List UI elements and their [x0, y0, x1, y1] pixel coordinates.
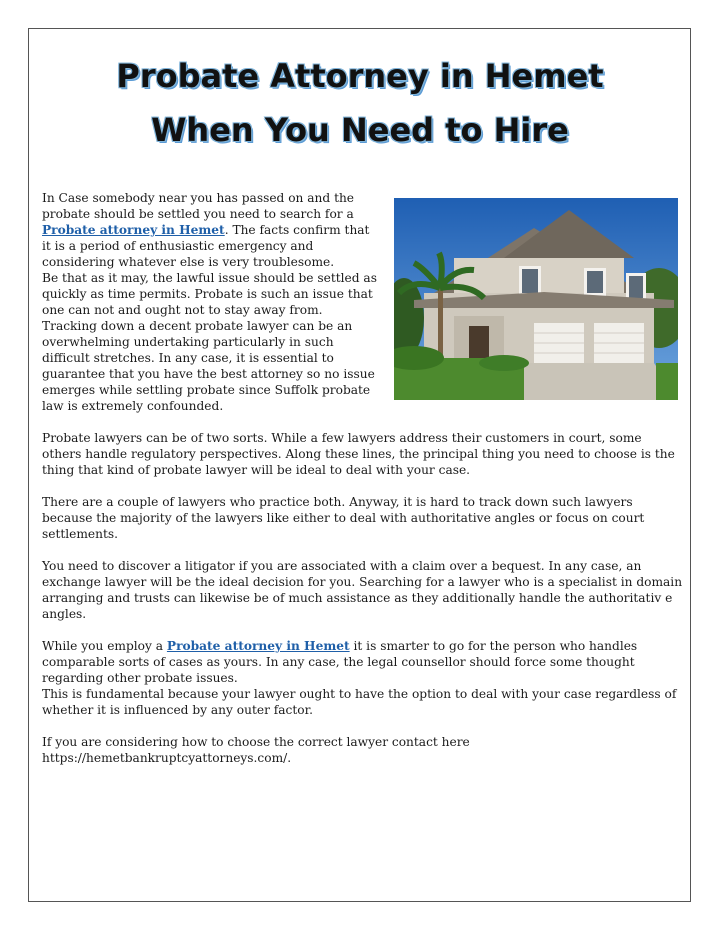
body-line: regarding other probate issues. [42, 671, 238, 685]
intro-line: guarantee that you have the best attorney so no issue [42, 367, 375, 381]
body-line: There are a couple of lawyers who practice both. Anyway, it is hard to track down such lawyers [42, 495, 633, 509]
intro-line: overwhelming undertaking particularly in such [42, 335, 334, 349]
probate-attorney-link[interactable]: Probate attorney in Hemet [166, 639, 350, 653]
intro-line: difficult stretches. In any case, it is essential to [42, 351, 334, 365]
body-line: arranging and trusts can likewise be of much assistance as they additionally handle the authoritativ e [42, 591, 673, 605]
intro-line: Probate attorney in Hemet. The facts confirm that [42, 223, 370, 237]
body-line: exchange lawyer will be the ideal decision for you. Searching for a lawyer who is a specialist in domain [42, 575, 683, 589]
body-line: comparable sorts of cases as yours. In any case, the legal counsellor should force some thought [42, 655, 635, 669]
intro-line: probate should be settled you need to search for a [42, 207, 354, 221]
intro-line: law is extremely confounded. [42, 399, 224, 413]
intro-line: it is a period of enthusiastic emergency and [42, 239, 314, 253]
probate-attorney-link[interactable]: Probate attorney in Hemet [42, 223, 225, 237]
body-line: others handle regulatory perspectives. Along these lines, the principal thing you need to choose is the [42, 447, 675, 461]
intro-line: Tracking down a decent probate lawyer can be an [42, 319, 353, 333]
house-photo [394, 198, 678, 400]
body-line: settlements. [42, 527, 119, 541]
intro-line: In Case somebody near you has passed on and the [42, 191, 355, 205]
body-line: If you are considering how to choose the correct lawyer contact here [42, 735, 470, 749]
body-line: This is fundamental because your lawyer ought to have the option to deal with your case regardless of [42, 687, 677, 701]
intro-line: one can not and ought not to stay away from. [42, 303, 323, 317]
intro-line: considering whatever else is very troublesome. [42, 255, 335, 269]
page-title-line-1: Probate Attorney in Hemet [0, 54, 720, 98]
body-line: thing that kind of probate lawyer will be ideal to deal with your case. [42, 463, 471, 477]
body-line: angles. [42, 607, 87, 621]
body-line: While you employ a Probate attorney in Hemet it is smarter to go for the person who handles [42, 639, 638, 653]
body-line: because the majority of the lawyers like either to deal with authoritative angles or focus on court [42, 511, 645, 525]
body-line: You need to discover a litigator if you are associated with a claim over a bequest. In any case, an [42, 559, 642, 573]
body-line: whether it is influenced by any outer factor. [42, 703, 313, 717]
page-title-line-2: When You Need to Hire [0, 108, 720, 152]
intro-line: emerges while settling probate since Suffolk probate [42, 383, 371, 397]
body-line: Probate lawyers can be of two sorts. While a few lawyers address their customers in court, some [42, 431, 642, 445]
contact-url[interactable]: https://hemetbankruptcyattorneys.com/. [42, 751, 292, 765]
intro-line: quickly as time permits. Probate is such an issue that [42, 287, 373, 301]
intro-line: Be that as it may, the lawful issue should be settled as [42, 271, 377, 285]
